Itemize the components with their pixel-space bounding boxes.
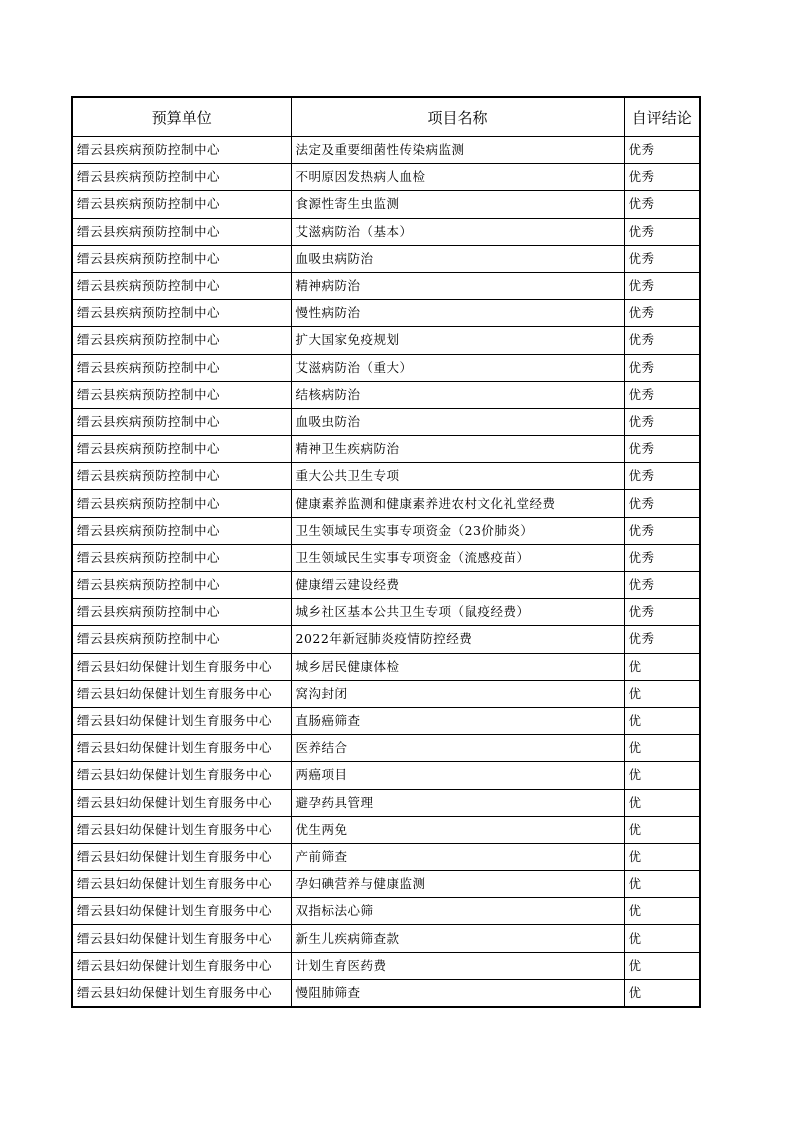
table-row: [72, 680, 700, 707]
header-budget-unit: 预算单位: [72, 97, 291, 137]
cell-project-name: 扩大国家免疫规划: [291, 327, 624, 354]
cell-budget-unit: 缙云县疾病预防控制中心: [72, 572, 291, 599]
header-self-evaluation: 自评结论: [624, 97, 700, 137]
cell-self-evaluation: 优: [624, 925, 700, 952]
cell-project-name: 精神卫生疾病防治: [291, 436, 624, 463]
cell-project-name: 法定及重要细菌性传染病监测: [291, 137, 624, 164]
cell-self-evaluation: 优秀: [624, 490, 700, 517]
evaluation-table: [71, 96, 701, 1008]
cell-project-name: 直肠癌筛查: [291, 707, 624, 734]
table-row: [72, 816, 700, 843]
cell-budget-unit: 缙云县疾病预防控制中心: [72, 544, 291, 571]
cell-project-name: 卫生领域民生实事专项资金（23价肺炎）: [291, 517, 624, 544]
cell-project-name: 血吸虫病防治: [291, 245, 624, 272]
cell-budget-unit: 缙云县疾病预防控制中心: [72, 599, 291, 626]
cell-self-evaluation: 优: [624, 762, 700, 789]
cell-self-evaluation: 优秀: [624, 191, 700, 218]
table-row: [72, 517, 700, 544]
cell-budget-unit: 缙云县疾病预防控制中心: [72, 463, 291, 490]
table-row: [72, 381, 700, 408]
table-row: [72, 871, 700, 898]
cell-budget-unit: 缙云县妇幼保健计划生育服务中心: [72, 843, 291, 870]
cell-self-evaluation: 优: [624, 707, 700, 734]
table-row: [72, 898, 700, 925]
table-row: [72, 544, 700, 571]
cell-budget-unit: 缙云县妇幼保健计划生育服务中心: [72, 898, 291, 925]
cell-self-evaluation: 优: [624, 789, 700, 816]
cell-budget-unit: 缙云县疾病预防控制中心: [72, 381, 291, 408]
cell-self-evaluation: 优秀: [624, 517, 700, 544]
cell-self-evaluation: 优: [624, 735, 700, 762]
cell-project-name: 城乡居民健康体检: [291, 653, 624, 680]
cell-project-name: 医养结合: [291, 735, 624, 762]
cell-project-name: 不明原因发热病人血检: [291, 164, 624, 191]
cell-project-name: 食源性寄生虫监测: [291, 191, 624, 218]
table-row: [72, 327, 700, 354]
table-row: [72, 272, 700, 299]
cell-project-name: 孕妇碘营养与健康监测: [291, 871, 624, 898]
table-row: [72, 572, 700, 599]
cell-budget-unit: 缙云县疾病预防控制中心: [72, 626, 291, 653]
table-body: [72, 137, 700, 1008]
cell-budget-unit: 缙云县妇幼保健计划生育服务中心: [72, 979, 291, 1007]
cell-budget-unit: 缙云县妇幼保健计划生育服务中心: [72, 789, 291, 816]
cell-project-name: 计划生育医药费: [291, 952, 624, 979]
cell-budget-unit: 缙云县妇幼保健计划生育服务中心: [72, 735, 291, 762]
header-project-name: 项目名称: [291, 97, 624, 137]
cell-budget-unit: 缙云县妇幼保健计划生育服务中心: [72, 707, 291, 734]
table-row: [72, 979, 700, 1007]
cell-project-name: 健康素养监测和健康素养进农村文化礼堂经费: [291, 490, 624, 517]
cell-budget-unit: 缙云县妇幼保健计划生育服务中心: [72, 762, 291, 789]
cell-self-evaluation: 优: [624, 952, 700, 979]
cell-project-name: 新生儿疾病筛查款: [291, 925, 624, 952]
cell-self-evaluation: 优: [624, 816, 700, 843]
table-row: [72, 707, 700, 734]
table-row: [72, 245, 700, 272]
cell-self-evaluation: 优秀: [624, 572, 700, 599]
cell-budget-unit: 缙云县疾病预防控制中心: [72, 490, 291, 517]
cell-self-evaluation: 优秀: [624, 463, 700, 490]
table-row: [72, 408, 700, 435]
cell-project-name: 卫生领域民生实事专项资金（流感疫苗）: [291, 544, 624, 571]
table-row: [72, 599, 700, 626]
cell-self-evaluation: 优: [624, 680, 700, 707]
cell-project-name: 双指标法心筛: [291, 898, 624, 925]
cell-self-evaluation: 优秀: [624, 626, 700, 653]
table-row: [72, 925, 700, 952]
cell-budget-unit: 缙云县疾病预防控制中心: [72, 327, 291, 354]
cell-project-name: 产前筛查: [291, 843, 624, 870]
cell-self-evaluation: 优秀: [624, 436, 700, 463]
cell-project-name: 重大公共卫生专项: [291, 463, 624, 490]
cell-self-evaluation: 优秀: [624, 327, 700, 354]
table-row: [72, 218, 700, 245]
cell-budget-unit: 缙云县妇幼保健计划生育服务中心: [72, 653, 291, 680]
cell-self-evaluation: 优秀: [624, 354, 700, 381]
cell-budget-unit: 缙云县疾病预防控制中心: [72, 164, 291, 191]
cell-self-evaluation: 优: [624, 898, 700, 925]
table-header-row: [72, 97, 700, 137]
table-row: [72, 436, 700, 463]
cell-project-name: 优生两免: [291, 816, 624, 843]
cell-budget-unit: 缙云县妇幼保健计划生育服务中心: [72, 816, 291, 843]
cell-project-name: 窝沟封闭: [291, 680, 624, 707]
cell-self-evaluation: 优: [624, 871, 700, 898]
cell-budget-unit: 缙云县疾病预防控制中心: [72, 137, 291, 164]
cell-self-evaluation: 优秀: [624, 218, 700, 245]
cell-self-evaluation: 优: [624, 843, 700, 870]
cell-project-name: 结核病防治: [291, 381, 624, 408]
table-row: [72, 952, 700, 979]
cell-project-name: 精神病防治: [291, 272, 624, 299]
table-row: [72, 490, 700, 517]
cell-project-name: 血吸虫防治: [291, 408, 624, 435]
cell-self-evaluation: 优秀: [624, 272, 700, 299]
cell-budget-unit: 缙云县妇幼保健计划生育服务中心: [72, 925, 291, 952]
cell-budget-unit: 缙云县疾病预防控制中心: [72, 300, 291, 327]
cell-budget-unit: 缙云县疾病预防控制中心: [72, 408, 291, 435]
table-row: [72, 164, 700, 191]
cell-budget-unit: 缙云县疾病预防控制中心: [72, 191, 291, 218]
cell-self-evaluation: 优秀: [624, 300, 700, 327]
cell-self-evaluation: 优秀: [624, 381, 700, 408]
cell-self-evaluation: 优秀: [624, 599, 700, 626]
cell-self-evaluation: 优: [624, 979, 700, 1007]
cell-project-name: 艾滋病防治（重大）: [291, 354, 624, 381]
cell-budget-unit: 缙云县妇幼保健计划生育服务中心: [72, 871, 291, 898]
table-row: [72, 354, 700, 381]
cell-budget-unit: 缙云县疾病预防控制中心: [72, 272, 291, 299]
cell-budget-unit: 缙云县妇幼保健计划生育服务中心: [72, 952, 291, 979]
cell-budget-unit: 缙云县妇幼保健计划生育服务中心: [72, 680, 291, 707]
cell-budget-unit: 缙云县疾病预防控制中心: [72, 245, 291, 272]
cell-project-name: 慢阻肺筛查: [291, 979, 624, 1007]
cell-self-evaluation: 优秀: [624, 164, 700, 191]
table-row: [72, 463, 700, 490]
cell-budget-unit: 缙云县疾病预防控制中心: [72, 354, 291, 381]
table-row: [72, 191, 700, 218]
table-row: [72, 137, 700, 164]
table-row: [72, 843, 700, 870]
cell-self-evaluation: 优秀: [624, 137, 700, 164]
cell-budget-unit: 缙云县疾病预防控制中心: [72, 436, 291, 463]
cell-project-name: 艾滋病防治（基本）: [291, 218, 624, 245]
cell-budget-unit: 缙云县疾病预防控制中心: [72, 517, 291, 544]
cell-project-name: 健康缙云建设经费: [291, 572, 624, 599]
cell-project-name: 2022年新冠肺炎疫情防控经费: [291, 626, 624, 653]
table-row: [72, 789, 700, 816]
cell-budget-unit: 缙云县疾病预防控制中心: [72, 218, 291, 245]
table-row: [72, 300, 700, 327]
table-row: [72, 762, 700, 789]
cell-self-evaluation: 优秀: [624, 245, 700, 272]
table-row: [72, 653, 700, 680]
cell-project-name: 两癌项目: [291, 762, 624, 789]
table-row: [72, 735, 700, 762]
cell-self-evaluation: 优: [624, 653, 700, 680]
cell-project-name: 慢性病防治: [291, 300, 624, 327]
cell-self-evaluation: 优秀: [624, 544, 700, 571]
cell-self-evaluation: 优秀: [624, 408, 700, 435]
cell-project-name: 避孕药具管理: [291, 789, 624, 816]
cell-project-name: 城乡社区基本公共卫生专项（鼠疫经费）: [291, 599, 624, 626]
table-row: [72, 626, 700, 653]
